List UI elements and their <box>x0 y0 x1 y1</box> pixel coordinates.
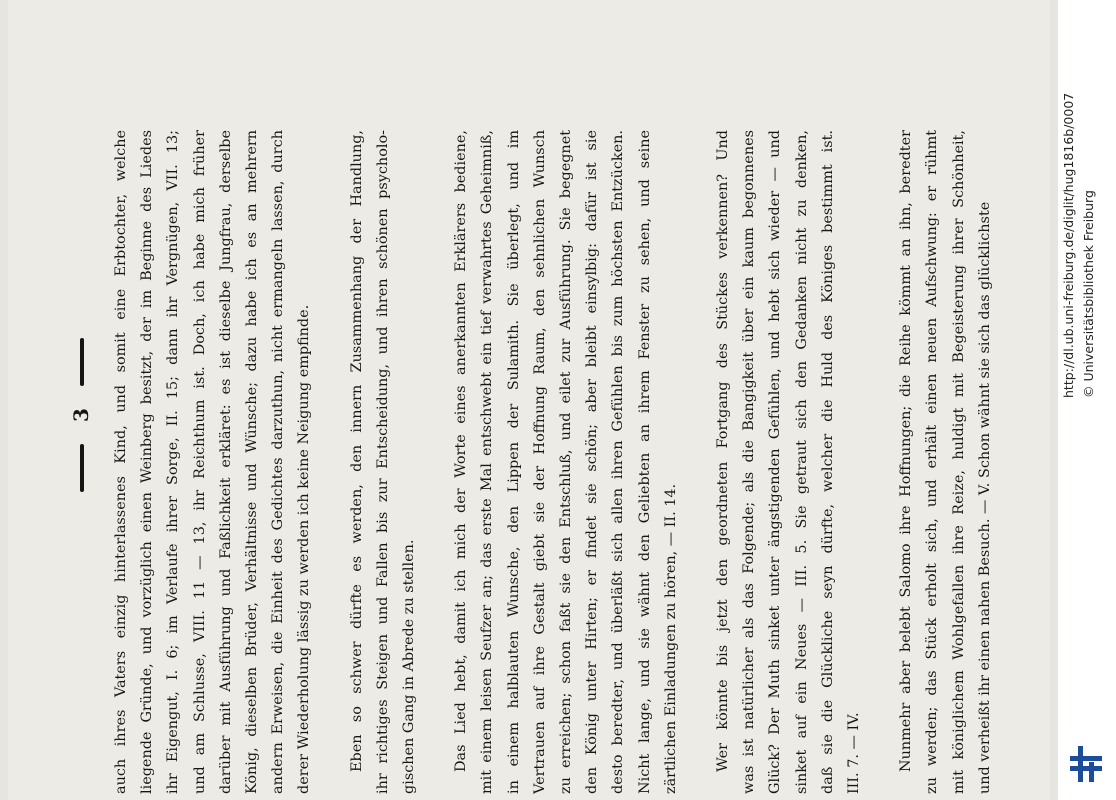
text-line: III. 7. — IV. <box>846 712 863 794</box>
paragraph <box>710 130 867 794</box>
text-line: zu werden; das Stück erholt sich, und erhält einen neuen Aufschwung: er rühmt <box>924 130 941 794</box>
text-line: Vertrauen auf ihre Gestalt giebt sie der Hoffnung Raum, den sehnlichen Wunsch <box>531 130 548 794</box>
text-line: zu erreichen; schon faßt sie den Entschluß, und eilet zur Ausführung. Sie begegnet <box>558 130 575 794</box>
text-line: Nicht lange, und sie wähnt den Geliebten an ihrem Fenster zu sehen, und seine <box>636 130 653 794</box>
paragraph <box>344 130 423 794</box>
library-logo-icon <box>1070 746 1102 782</box>
text-line: mit einem leisen Seufzer an; das erste Mal entschwebt ein tief verwahrtes Geheimniß, <box>479 130 496 794</box>
text-line: Das Lied hebt, damit ich mich der Worte eines anerkannten Erklärers bediene, <box>453 130 470 772</box>
text-line: gischen Gang in Abrede zu stellen. <box>401 539 418 794</box>
body-text <box>108 130 998 794</box>
text-line: in einem halblauten Wunsche, den Lippen der Sulamith. Sie überlegt, und im <box>505 130 522 794</box>
paragraph <box>108 130 318 794</box>
text-line: liegende Gründe, und vorzüglich einen Weinberg besitzt, der im Beginne des Liedes <box>139 130 156 794</box>
text-line: sinket auf ein Neues — III. 5. Sie getraut sich den Gedanken nicht zu denken, <box>793 130 810 794</box>
copyright-notice: © Universitätsbibliothek Freiburg <box>1081 190 1096 398</box>
text-line: ihr richtiges Steigen und Fallen bis zur Entscheidung, und ihren schönen psycholo- <box>374 130 391 794</box>
text-line: mit königlichem Wohlgefallen ihre Reize, huldigt mit Begeisterung ihrer Schönheit, <box>950 130 967 794</box>
text-line: andern Erweisen, die Einheit des Gedichtes darzuthun, nicht ermangeln lassen, durch <box>270 130 287 794</box>
text-line: daß sie die Glückliche seyn dürfte, welcher die Huld des Königes bestimmt ist. <box>819 130 836 794</box>
text-line: Nunmehr aber belebt Salomo ihre Hoffnungen; die Reihe kömmt an ihn, beredter <box>898 130 915 772</box>
paragraph <box>893 130 998 794</box>
text-line: zärtlichen Einladungen zu hören, — II. 14. <box>662 483 679 794</box>
text-line: und verheißt ihr einen nahen Besuch. — V. Schon wähnt sie sich das glücklichste <box>976 201 993 794</box>
page-header <box>66 0 96 800</box>
text-line: was ist natürlicher als das Folgende; als die Bangigkeit über ein kaum begonnenes <box>741 130 758 794</box>
page-number: 3 <box>69 408 93 422</box>
text-line: König, dieselben Brüder, Verhältnisse und Wünsche; dazu habe ich es an mehrern <box>244 130 261 794</box>
text-line: Wer könnte bis jetzt den geordneten Fortgang des Stückes verkennen? Und <box>715 130 732 772</box>
text-line: darüber mit Ausführung und Faßlichkeit erkläret: es ist dieselbe Jungfrau, derselbe <box>217 130 234 794</box>
text-line: desto beredter, und überläßt sich allen ihren Gefühlen bis zum höchsten Entzücken. <box>610 130 627 794</box>
header-rule-right <box>80 338 84 386</box>
paragraph <box>448 130 684 794</box>
rotated-page-content <box>8 0 1050 800</box>
text-line: auch ihres Vaters einzig hinterlassenes Kind, und somit eine Erbtochter, welche <box>113 130 129 794</box>
text-line: Glück? Der Muth sinket unter ängstigenden Gefühlen, und hebt sich wieder — und <box>767 130 784 794</box>
source-url-link[interactable]: http://dl.ub.uni-freiburg.de/diglit/hug1816b/0007 <box>1061 92 1076 398</box>
text-line: derer Wiederholung lässig zu werden ich keine Neigung empfinde. <box>296 304 313 794</box>
text-line: ihr Eigengut, I. 6; im Verlaufe ihrer Sorge, II. 15; dann ihr Vergnügen, VII. 13; <box>165 130 182 794</box>
book-page <box>8 0 1050 800</box>
viewer-margin <box>1058 0 1116 800</box>
header-rule-left <box>80 444 84 492</box>
text-line: den König unter Hirten; er findet sie schön; aber bleibt einsylbig: dafür ist sie <box>584 130 601 794</box>
text-line: Eben so schwer dürfte es werden, den innern Zusammenhang der Handlung, <box>348 130 365 772</box>
text-line: und am Schlusse, VIII. 11 — 13, ihr Reichthum ist. Doch, ich habe mich früher <box>191 130 208 794</box>
